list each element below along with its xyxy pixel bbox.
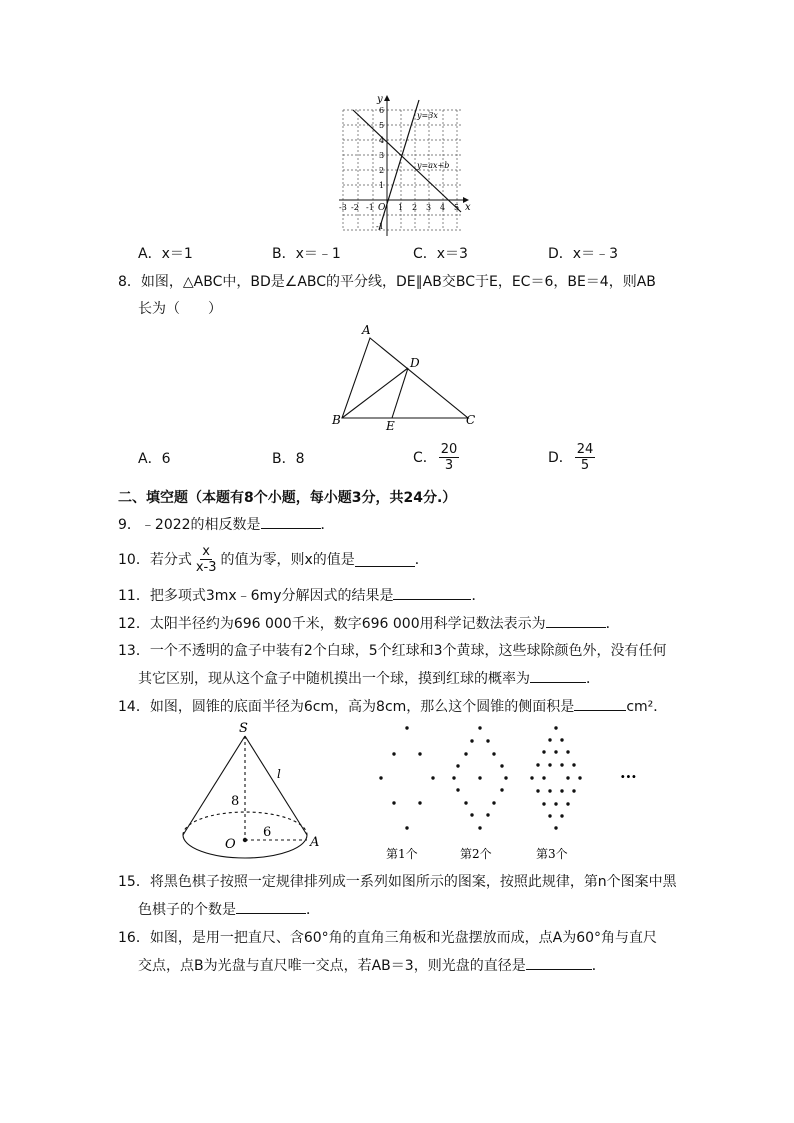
line1-label: y=3x (417, 111, 438, 120)
x-tick: -2 (351, 203, 359, 212)
q16-line2 (138, 955, 606, 976)
q16-line1: 16．如图，是用一把直尺、含60°角的直角三角板和光盘摆放而成，点A为60°角与直尺 (118, 930, 658, 946)
q7-coordinate-graph (335, 92, 475, 238)
q13-answer-blank[interactable] (530, 668, 586, 683)
cone-label-a: A (310, 835, 320, 850)
label-c: C (466, 413, 476, 427)
q8-option-a: A．6 (138, 451, 171, 467)
x-tick-labels (339, 203, 459, 212)
q15-line1: 15．将黑色棋子按照一定规律排列成一系列如图所示的图案，按照此规律，第n个图案中黑 (118, 874, 677, 890)
fraction-numerator: 24 (576, 442, 594, 457)
q8-option-d-prefix: D． (548, 449, 573, 466)
pattern-label-1: 第1个 (386, 847, 418, 861)
pattern-3 (530, 726, 581, 829)
x-tick: 4 (440, 203, 446, 212)
q8-option-d-fraction (575, 442, 596, 473)
q8-option-c-prefix: C． (413, 449, 437, 466)
q13-text: 其它区别，现从这个盒子中随机摸出一个球，摸到红球的概率为 (138, 671, 530, 687)
q16-answer-blank[interactable] (526, 955, 592, 970)
q13-line2 (138, 668, 600, 689)
q10-answer-blank[interactable] (355, 552, 415, 567)
q11-answer-blank[interactable] (393, 585, 471, 600)
y-tick: 4 (379, 136, 385, 145)
q7-option-b: B．x＝﹣1 (272, 246, 341, 262)
q11 (118, 585, 485, 606)
y-tick: -1 (376, 222, 384, 231)
q12 (118, 613, 620, 634)
q15-end: ． (306, 902, 320, 918)
y-axis-label: y (377, 94, 383, 105)
line2-label: y=ax+b (417, 161, 450, 170)
y-axis-arrow-icon (384, 95, 390, 101)
q9-answer-blank[interactable] (261, 514, 321, 529)
cone-label-radius: 6 (263, 825, 272, 840)
cone-left-slant (183, 736, 245, 835)
q14 (118, 696, 667, 717)
q8-stem-line2: 长为（ ） (138, 301, 222, 317)
q16-text: 交点，点B为光盘与直尺唯一交点，若AB＝3，则光盘的直径是 (138, 958, 526, 974)
q9-text: 9．﹣2022的相反数是 (118, 517, 261, 533)
y-tick: 2 (379, 166, 385, 175)
cone-label-s: S (239, 721, 248, 736)
q14-text: 14．如图，圆锥的底面半径为6cm，高为8cm，那么这个圆锥的侧面积是 (118, 699, 575, 715)
label-e: E (386, 419, 395, 433)
q8-option-c-fraction (439, 442, 460, 473)
x-tick: -3 (339, 203, 347, 212)
q10 (118, 544, 429, 575)
q10-after: 的值为零，则x的值是 (220, 551, 355, 568)
fraction-denominator: 5 (580, 458, 590, 473)
y-tick: 3 (379, 151, 385, 160)
x-tick: 2 (412, 203, 418, 212)
q13-line1: 13．一个不透明的盒子中装有2个白球，5个红球和3个黄球，这些球除颜色外，没有任何 (118, 643, 667, 659)
y-tick: 1 (379, 181, 385, 190)
q9-end: ． (320, 517, 335, 533)
q14-answer-blank[interactable] (574, 696, 626, 711)
q8-option-d (548, 442, 597, 473)
q12-answer-blank[interactable] (546, 613, 606, 628)
x-axis-label: x (465, 202, 471, 213)
q13-end: ． (586, 671, 600, 687)
q7-option-a: A．x＝1 (138, 246, 193, 262)
q7-option-c: C．x＝3 (413, 246, 468, 262)
q8-option-b: B．8 (272, 451, 305, 467)
q8-option-c (413, 442, 461, 473)
cone-label-height: 8 (231, 794, 240, 809)
q10-fraction (194, 544, 219, 575)
grid (343, 110, 461, 230)
q8-stem-line1: 8．如图，△ABC中，BD是∠ABC的平分线，DE∥AB交BC于E，EC＝6，BE＝4，则AB (118, 274, 656, 290)
q11-end: ． (471, 588, 486, 604)
q10-end: ． (414, 551, 429, 568)
label-a: A (362, 323, 371, 337)
fraction-denominator: 3 (444, 458, 454, 473)
q8-triangle-figure (330, 320, 480, 435)
segment-bd (342, 368, 408, 418)
label-b: B (332, 413, 341, 427)
q9 (118, 514, 335, 535)
pattern-ellipsis: ··· (620, 767, 637, 786)
segment-de (392, 368, 408, 418)
label-d: D (410, 356, 420, 370)
section-heading: 二、填空题（本题有8个小题，每小题3分，共24分.） (118, 490, 457, 506)
x-tick: 1 (398, 203, 404, 212)
center-point (243, 838, 247, 842)
cone-label-o: O (225, 837, 236, 852)
pattern-label-2: 第2个 (460, 847, 492, 861)
fraction-numerator: x (202, 544, 210, 559)
y-tick: 6 (379, 106, 385, 115)
pattern-2 (452, 726, 507, 829)
origin-label: O (378, 203, 386, 213)
pattern-label-3: 第3个 (536, 847, 568, 861)
fraction-denominator: x-3 (195, 560, 217, 575)
q12-end: ． (605, 616, 620, 632)
x-tick: 5 (454, 203, 460, 212)
q15-line2 (138, 899, 320, 920)
q10-before: 10．若分式 (118, 551, 192, 568)
q16-end: ． (591, 958, 606, 974)
pattern-1 (379, 726, 434, 829)
q12-text: 12．太阳半径约为696 000千米，数字696 000用科学记数法表示为 (118, 616, 546, 632)
cone-label-l: l (277, 767, 281, 781)
dot-patterns-figure (370, 718, 670, 868)
q15-answer-blank[interactable] (236, 899, 306, 914)
fraction-numerator: 20 (440, 442, 458, 457)
q14-unit: cm²． (626, 699, 668, 715)
q7-option-d: D．x＝﹣3 (548, 246, 618, 262)
q11-text: 11．把多项式3mx﹣6my分解因式的结果是 (118, 588, 394, 604)
cone-figure (175, 718, 335, 868)
y-tick: 5 (379, 121, 385, 130)
q15-text: 色棋子的个数是 (138, 902, 236, 918)
x-tick: -1 (366, 203, 374, 212)
x-tick: 3 (426, 203, 432, 212)
cone-right-slant (245, 736, 307, 835)
